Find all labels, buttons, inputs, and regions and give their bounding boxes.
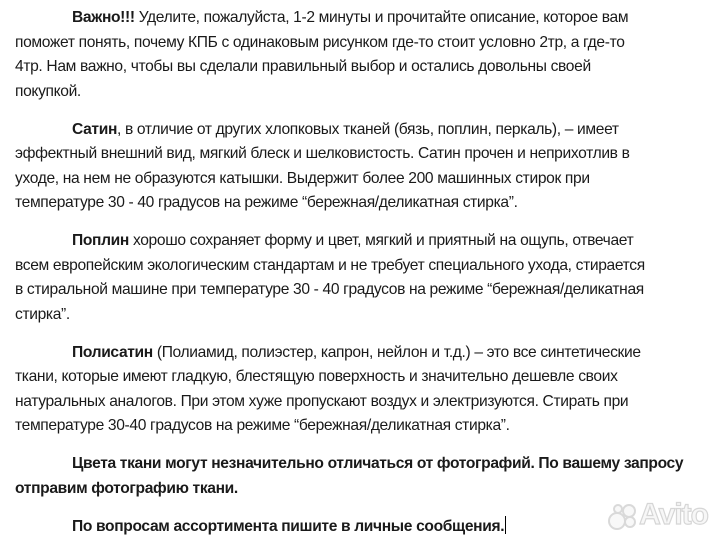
avito-watermark	[608, 498, 708, 532]
paragraph-poplin	[15, 229, 715, 327]
paragraph-important	[15, 6, 715, 104]
text-line: отправим фотографию ткани.	[15, 479, 238, 497]
text-line: стирка”.	[15, 305, 70, 323]
text-cursor	[505, 516, 506, 534]
text-line: По вопросам ассортимента пишите в личные сообщения.	[72, 517, 505, 535]
lead-satin: Сатин	[72, 120, 118, 138]
text-line: ткани, которые имеют гладкую, блестящую поверхность и значительно дешевле своих	[15, 368, 618, 385]
text-line: поможет понять, почему КПБ с одинаковым рисунком где-то стоит условно 2тр, а где-то	[15, 33, 625, 51]
text-line: в стиральной машине при температуре 30 - 40 градусов на режиме “бережная/деликатная	[15, 281, 644, 298]
text-line: уходе, на нем не образуются катышки. Выдержит более 200 машинных стирок при	[15, 169, 590, 187]
text-line: эффектный внешний вид, мягкий блеск и шелковистость. Сатин прочен и неприхотлив в	[15, 145, 630, 162]
text-line: температуре 30-40 градусов на режиме “бережная/деликатная стирка”.	[15, 417, 510, 434]
text-line: (Полиамид, полиэстер, капрон, нейлон и т.д.) – это все синтетические	[152, 343, 641, 361]
text-line: , в отличие от других хлопковых тканей (бязь, поплин, перкаль), – имеет	[117, 120, 619, 138]
lead-polysatin: Полисатин	[72, 343, 153, 361]
document-body	[15, 6, 715, 553]
text-line: Уделите, пожалуйста, 1-2 минуты и прочитайте описание, которое вам	[134, 9, 629, 26]
text-line: температуре 30 - 40 градусов на режиме “бережная/деликатная стирка”.	[15, 194, 518, 211]
text-line: всем европейским экологическим стандартам и не требует специального ухода, стирается	[15, 256, 645, 274]
avito-logo-icon	[608, 502, 636, 528]
paragraph-colors-note	[15, 452, 715, 501]
paragraph-polysatin	[15, 341, 715, 439]
text-line: натуральных аналогов. При этом хуже пропускают воздух и электризуются. Стирать при	[15, 392, 629, 410]
text-line: хорошо сохраняет форму и цвет, мягкий и приятный на ощупь, отвечает	[128, 232, 634, 249]
text-line: покупкой.	[15, 82, 81, 100]
paragraph-satin	[15, 118, 715, 216]
text-line: 4тр. Нам важно, чтобы вы сделали правильный выбор и остались довольны своей	[15, 58, 591, 75]
lead-important: Важно!!!	[72, 9, 135, 26]
lead-poplin: Поплин	[72, 232, 129, 249]
avito-logo-text: Avito	[639, 498, 708, 531]
text-line: Цвета ткани могут незначительно отличаться от фотографий. По вашему запросу	[72, 455, 684, 472]
